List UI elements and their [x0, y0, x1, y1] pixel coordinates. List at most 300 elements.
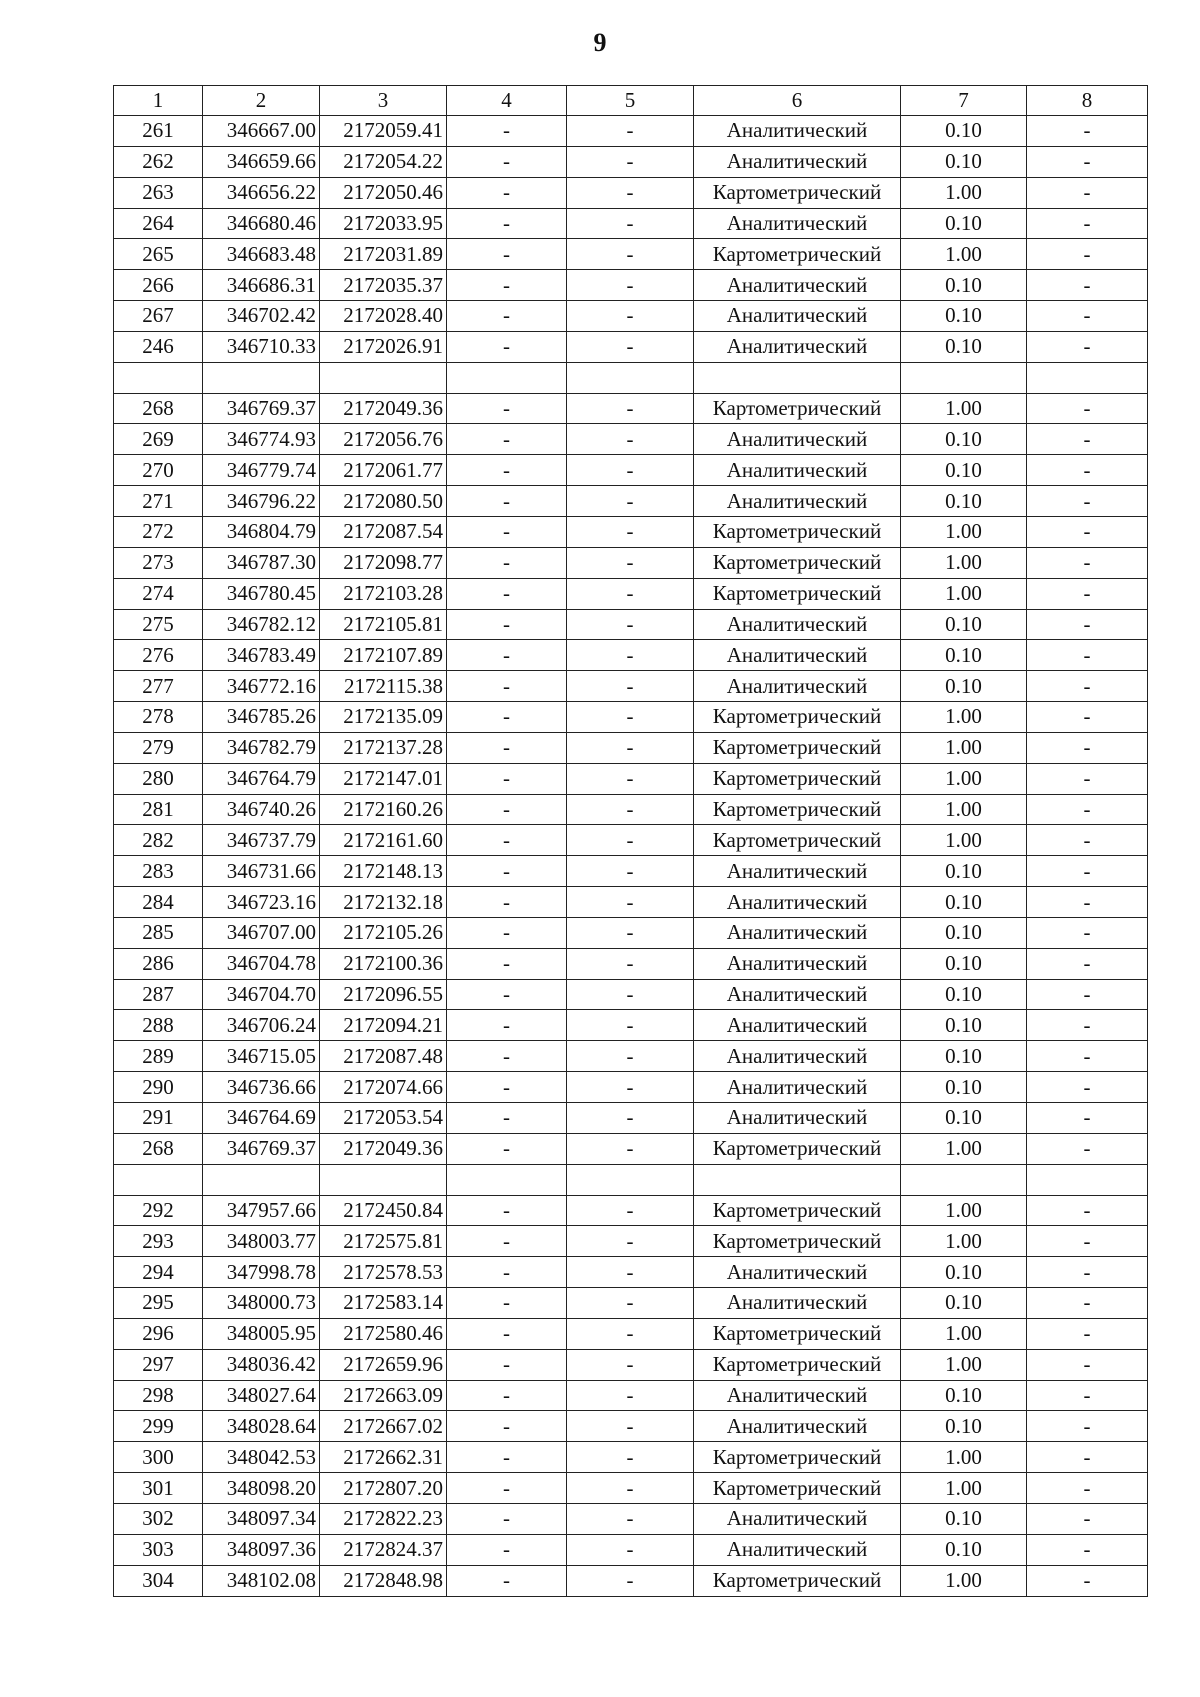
y-coordinate-cell: 2172061.77: [320, 455, 447, 486]
method-cell: Аналитический: [694, 671, 901, 702]
col8-cell: -: [1027, 393, 1148, 424]
accuracy-cell: 0.10: [901, 270, 1027, 301]
point-number-cell: 302: [114, 1503, 203, 1534]
y-coordinate-cell: 2172031.89: [320, 239, 447, 270]
col5-cell: -: [567, 424, 694, 455]
y-coordinate-cell: 2172107.89: [320, 640, 447, 671]
point-number-cell: 299: [114, 1411, 203, 1442]
col8-cell: -: [1027, 1226, 1148, 1257]
table-row: [114, 486, 1148, 517]
point-number-cell: 296: [114, 1318, 203, 1349]
col4-cell: -: [447, 270, 567, 301]
col8-cell: -: [1027, 1442, 1148, 1473]
col4-cell: -: [447, 1195, 567, 1226]
col4-cell: -: [447, 146, 567, 177]
x-coordinate-cell: 346740.26: [203, 794, 320, 825]
accuracy-cell: 1.00: [901, 516, 1027, 547]
point-number-cell: 291: [114, 1103, 203, 1134]
accuracy-cell: 0.10: [901, 887, 1027, 918]
y-coordinate-cell: 2172450.84: [320, 1195, 447, 1226]
y-coordinate-cell: 2172147.01: [320, 763, 447, 794]
col4-cell: -: [447, 547, 567, 578]
column-header: 1: [114, 86, 203, 116]
table-row: [114, 362, 1148, 393]
x-coordinate-cell: 346764.69: [203, 1103, 320, 1134]
col8-cell: -: [1027, 270, 1148, 301]
col5-cell: -: [567, 1041, 694, 1072]
table-row: [114, 671, 1148, 702]
col5-cell: -: [567, 270, 694, 301]
col5-cell: -: [567, 640, 694, 671]
accuracy-cell: 0.10: [901, 948, 1027, 979]
table-row: [114, 208, 1148, 239]
col8-cell: -: [1027, 424, 1148, 455]
col8-cell: -: [1027, 702, 1148, 733]
col5-cell: -: [567, 887, 694, 918]
method-cell: Картометрический: [694, 1349, 901, 1380]
col4-cell: -: [447, 825, 567, 856]
y-coordinate-cell: 2172087.48: [320, 1041, 447, 1072]
table-row: [114, 516, 1148, 547]
column-header: 6: [694, 86, 901, 116]
y-coordinate-cell: 2172056.76: [320, 424, 447, 455]
col8-cell: -: [1027, 1411, 1148, 1442]
y-coordinate-cell: 2172100.36: [320, 948, 447, 979]
method-cell: Картометрический: [694, 1226, 901, 1257]
y-coordinate-cell: 2172580.46: [320, 1318, 447, 1349]
col5-cell: -: [567, 671, 694, 702]
table-row: [114, 331, 1148, 362]
point-number-cell: 281: [114, 794, 203, 825]
y-coordinate-cell: 2172094.21: [320, 1010, 447, 1041]
method-cell: Аналитический: [694, 455, 901, 486]
accuracy-cell: 0.10: [901, 1288, 1027, 1319]
method-cell: [694, 1164, 901, 1195]
x-coordinate-cell: 347998.78: [203, 1257, 320, 1288]
col5-cell: -: [567, 1226, 694, 1257]
col8-cell: -: [1027, 177, 1148, 208]
method-cell: Аналитический: [694, 887, 901, 918]
col4-cell: -: [447, 516, 567, 547]
x-coordinate-cell: 346780.45: [203, 578, 320, 609]
point-number-cell: 283: [114, 856, 203, 887]
y-coordinate-cell: 2172161.60: [320, 825, 447, 856]
table-row: [114, 917, 1148, 948]
y-coordinate-cell: 2172050.46: [320, 177, 447, 208]
coordinates-table: [113, 85, 1148, 1597]
col4-cell: -: [447, 1565, 567, 1596]
x-coordinate-cell: 348027.64: [203, 1380, 320, 1411]
table-row: [114, 763, 1148, 794]
x-coordinate-cell: 346659.66: [203, 146, 320, 177]
table-row: [114, 702, 1148, 733]
accuracy-cell: 1.00: [901, 1318, 1027, 1349]
accuracy-cell: 1.00: [901, 177, 1027, 208]
col8-cell: -: [1027, 825, 1148, 856]
col8-cell: -: [1027, 1349, 1148, 1380]
col5-cell: -: [567, 547, 694, 578]
col4-cell: -: [447, 1103, 567, 1134]
x-coordinate-cell: 348003.77: [203, 1226, 320, 1257]
col5-cell: -: [567, 393, 694, 424]
point-number-cell: 268: [114, 393, 203, 424]
x-coordinate-cell: 348102.08: [203, 1565, 320, 1596]
point-number-cell: 274: [114, 578, 203, 609]
y-coordinate-cell: 2172115.38: [320, 671, 447, 702]
col5-cell: -: [567, 1103, 694, 1134]
y-coordinate-cell: 2172807.20: [320, 1473, 447, 1504]
col4-cell: -: [447, 331, 567, 362]
col4-cell: -: [447, 763, 567, 794]
accuracy-cell: 0.10: [901, 301, 1027, 332]
col4-cell: -: [447, 1442, 567, 1473]
table-row: [114, 732, 1148, 763]
method-cell: Аналитический: [694, 1534, 901, 1565]
accuracy-cell: 1.00: [901, 1133, 1027, 1164]
table-row: [114, 948, 1148, 979]
col8-cell: -: [1027, 1257, 1148, 1288]
accuracy-cell: 1.00: [901, 794, 1027, 825]
point-number-cell: 246: [114, 331, 203, 362]
method-cell: Картометрический: [694, 1473, 901, 1504]
col8-cell: [1027, 362, 1148, 393]
point-number-cell: 295: [114, 1288, 203, 1319]
col4-cell: -: [447, 1411, 567, 1442]
x-coordinate-cell: 346804.79: [203, 516, 320, 547]
point-number-cell: 303: [114, 1534, 203, 1565]
table-row: [114, 547, 1148, 578]
col8-cell: -: [1027, 1010, 1148, 1041]
y-coordinate-cell: 2172663.09: [320, 1380, 447, 1411]
accuracy-cell: 0.10: [901, 1380, 1027, 1411]
point-number-cell: 269: [114, 424, 203, 455]
y-coordinate-cell: 2172137.28: [320, 732, 447, 763]
point-number-cell: 263: [114, 177, 203, 208]
column-header: 5: [567, 86, 694, 116]
accuracy-cell: 1.00: [901, 825, 1027, 856]
accuracy-cell: 0.10: [901, 1534, 1027, 1565]
table-row: [114, 1442, 1148, 1473]
col5-cell: -: [567, 1257, 694, 1288]
x-coordinate-cell: 346702.42: [203, 301, 320, 332]
col4-cell: -: [447, 732, 567, 763]
col8-cell: -: [1027, 671, 1148, 702]
col5-cell: -: [567, 1010, 694, 1041]
x-coordinate-cell: 346704.78: [203, 948, 320, 979]
col5-cell: -: [567, 516, 694, 547]
accuracy-cell: 0.10: [901, 486, 1027, 517]
x-coordinate-cell: 346769.37: [203, 1133, 320, 1164]
accuracy-cell: 1.00: [901, 763, 1027, 794]
x-coordinate-cell: 346667.00: [203, 116, 320, 147]
method-cell: Аналитический: [694, 640, 901, 671]
y-coordinate-cell: 2172824.37: [320, 1534, 447, 1565]
table-row: [114, 856, 1148, 887]
accuracy-cell: 1.00: [901, 393, 1027, 424]
col5-cell: -: [567, 208, 694, 239]
col4-cell: -: [447, 1133, 567, 1164]
table-row: [114, 1226, 1148, 1257]
col4-cell: -: [447, 208, 567, 239]
method-cell: Аналитический: [694, 1288, 901, 1319]
col5-cell: -: [567, 1380, 694, 1411]
x-coordinate-cell: 346704.70: [203, 979, 320, 1010]
y-coordinate-cell: 2172049.36: [320, 1133, 447, 1164]
col5-cell: -: [567, 1442, 694, 1473]
method-cell: Аналитический: [694, 1010, 901, 1041]
col8-cell: -: [1027, 856, 1148, 887]
method-cell: Аналитический: [694, 917, 901, 948]
table-row: [114, 1195, 1148, 1226]
col5-cell: -: [567, 1503, 694, 1534]
x-coordinate-cell: 348098.20: [203, 1473, 320, 1504]
col5-cell: -: [567, 239, 694, 270]
method-cell: Картометрический: [694, 763, 901, 794]
accuracy-cell: 1.00: [901, 732, 1027, 763]
accuracy-cell: 1.00: [901, 1195, 1027, 1226]
y-coordinate-cell: 2172105.26: [320, 917, 447, 948]
method-cell: Картометрический: [694, 702, 901, 733]
col4-cell: -: [447, 1072, 567, 1103]
col4-cell: -: [447, 116, 567, 147]
method-cell: Картометрический: [694, 1318, 901, 1349]
accuracy-cell: 1.00: [901, 702, 1027, 733]
y-coordinate-cell: 2172583.14: [320, 1288, 447, 1319]
col5-cell: -: [567, 177, 694, 208]
x-coordinate-cell: 346736.66: [203, 1072, 320, 1103]
col8-cell: -: [1027, 578, 1148, 609]
col5-cell: -: [567, 732, 694, 763]
point-number-cell: 292: [114, 1195, 203, 1226]
point-number-cell: 289: [114, 1041, 203, 1072]
point-number-cell: 262: [114, 146, 203, 177]
column-header: 4: [447, 86, 567, 116]
col5-cell: -: [567, 331, 694, 362]
y-coordinate-cell: 2172033.95: [320, 208, 447, 239]
accuracy-cell: 0.10: [901, 1010, 1027, 1041]
col4-cell: -: [447, 917, 567, 948]
col4-cell: -: [447, 640, 567, 671]
col4-cell: -: [447, 702, 567, 733]
col8-cell: -: [1027, 1133, 1148, 1164]
col8-cell: -: [1027, 146, 1148, 177]
table-row: [114, 979, 1148, 1010]
col4-cell: -: [447, 424, 567, 455]
accuracy-cell: 0.10: [901, 116, 1027, 147]
col8-cell: -: [1027, 455, 1148, 486]
col8-cell: -: [1027, 547, 1148, 578]
col5-cell: -: [567, 1133, 694, 1164]
x-coordinate-cell: 346737.79: [203, 825, 320, 856]
col4-cell: [447, 1164, 567, 1195]
col8-cell: -: [1027, 887, 1148, 918]
col8-cell: -: [1027, 794, 1148, 825]
x-coordinate-cell: 346783.49: [203, 640, 320, 671]
col5-cell: -: [567, 794, 694, 825]
accuracy-cell: 0.10: [901, 671, 1027, 702]
col4-cell: -: [447, 455, 567, 486]
x-coordinate-cell: 346774.93: [203, 424, 320, 455]
point-number-cell: 264: [114, 208, 203, 239]
col8-cell: -: [1027, 1503, 1148, 1534]
col5-cell: -: [567, 856, 694, 887]
method-cell: Картометрический: [694, 547, 901, 578]
method-cell: Аналитический: [694, 1103, 901, 1134]
col8-cell: -: [1027, 1195, 1148, 1226]
col5-cell: -: [567, 1473, 694, 1504]
col5-cell: [567, 362, 694, 393]
col4-cell: -: [447, 393, 567, 424]
y-coordinate-cell: 2172028.40: [320, 301, 447, 332]
col4-cell: -: [447, 794, 567, 825]
y-coordinate-cell: 2172659.96: [320, 1349, 447, 1380]
x-coordinate-cell: 346764.79: [203, 763, 320, 794]
x-coordinate-cell: 346779.74: [203, 455, 320, 486]
col5-cell: -: [567, 1072, 694, 1103]
point-number-cell: 270: [114, 455, 203, 486]
accuracy-cell: 0.10: [901, 1411, 1027, 1442]
accuracy-cell: 1.00: [901, 1349, 1027, 1380]
point-number-cell: 297: [114, 1349, 203, 1380]
accuracy-cell: 1.00: [901, 1442, 1027, 1473]
col5-cell: -: [567, 1411, 694, 1442]
y-coordinate-cell: 2172059.41: [320, 116, 447, 147]
table-row: [114, 239, 1148, 270]
accuracy-cell: 0.10: [901, 424, 1027, 455]
table-row: [114, 1349, 1148, 1380]
method-cell: Картометрический: [694, 1195, 901, 1226]
point-number-cell: [114, 362, 203, 393]
accuracy-cell: 0.10: [901, 609, 1027, 640]
y-coordinate-cell: 2172848.98: [320, 1565, 447, 1596]
col8-cell: -: [1027, 1380, 1148, 1411]
x-coordinate-cell: 348028.64: [203, 1411, 320, 1442]
col5-cell: -: [567, 116, 694, 147]
col4-cell: [447, 362, 567, 393]
point-number-cell: 287: [114, 979, 203, 1010]
y-coordinate-cell: 2172822.23: [320, 1503, 447, 1534]
table-row: [114, 1411, 1148, 1442]
col5-cell: -: [567, 948, 694, 979]
col8-cell: -: [1027, 640, 1148, 671]
point-number-cell: 285: [114, 917, 203, 948]
point-number-cell: 266: [114, 270, 203, 301]
col5-cell: -: [567, 1195, 694, 1226]
method-cell: Аналитический: [694, 609, 901, 640]
col4-cell: -: [447, 1226, 567, 1257]
point-number-cell: 282: [114, 825, 203, 856]
col4-cell: -: [447, 609, 567, 640]
col8-cell: -: [1027, 1565, 1148, 1596]
col4-cell: -: [447, 1503, 567, 1534]
method-cell: [694, 362, 901, 393]
x-coordinate-cell: 346796.22: [203, 486, 320, 517]
col8-cell: -: [1027, 116, 1148, 147]
x-coordinate-cell: 348097.36: [203, 1534, 320, 1565]
accuracy-cell: 0.10: [901, 1103, 1027, 1134]
col8-cell: -: [1027, 1072, 1148, 1103]
point-number-cell: 265: [114, 239, 203, 270]
col4-cell: -: [447, 1380, 567, 1411]
method-cell: Аналитический: [694, 424, 901, 455]
col5-cell: [567, 1164, 694, 1195]
accuracy-cell: 0.10: [901, 856, 1027, 887]
col8-cell: -: [1027, 301, 1148, 332]
col4-cell: -: [447, 239, 567, 270]
col4-cell: -: [447, 979, 567, 1010]
col4-cell: -: [447, 1288, 567, 1319]
col5-cell: -: [567, 1565, 694, 1596]
method-cell: Аналитический: [694, 270, 901, 301]
table-row: [114, 1072, 1148, 1103]
point-number-cell: 293: [114, 1226, 203, 1257]
x-coordinate-cell: 348000.73: [203, 1288, 320, 1319]
table-row: [114, 177, 1148, 208]
method-cell: Картометрический: [694, 794, 901, 825]
x-coordinate-cell: 346706.24: [203, 1010, 320, 1041]
accuracy-cell: 0.10: [901, 917, 1027, 948]
accuracy-cell: 0.10: [901, 1503, 1027, 1534]
point-number-cell: 271: [114, 486, 203, 517]
col5-cell: -: [567, 301, 694, 332]
table-header-row: [114, 86, 1148, 116]
method-cell: Картометрический: [694, 825, 901, 856]
accuracy-cell: 0.10: [901, 640, 1027, 671]
method-cell: Аналитический: [694, 208, 901, 239]
method-cell: Аналитический: [694, 486, 901, 517]
col4-cell: -: [447, 301, 567, 332]
col8-cell: -: [1027, 1318, 1148, 1349]
table-row: [114, 887, 1148, 918]
x-coordinate-cell: 346656.22: [203, 177, 320, 208]
col4-cell: -: [447, 1010, 567, 1041]
x-coordinate-cell: 348005.95: [203, 1318, 320, 1349]
table-row: [114, 1318, 1148, 1349]
x-coordinate-cell: 346785.26: [203, 702, 320, 733]
point-number-cell: 268: [114, 1133, 203, 1164]
column-header: 2: [203, 86, 320, 116]
col8-cell: -: [1027, 979, 1148, 1010]
col5-cell: -: [567, 702, 694, 733]
y-coordinate-cell: 2172053.54: [320, 1103, 447, 1134]
y-coordinate-cell: 2172148.13: [320, 856, 447, 887]
method-cell: Аналитический: [694, 331, 901, 362]
table-row: [114, 301, 1148, 332]
table-row: [114, 1534, 1148, 1565]
col8-cell: -: [1027, 609, 1148, 640]
page-number: 9: [593, 28, 607, 57]
table-row: [114, 578, 1148, 609]
method-cell: Картометрический: [694, 393, 901, 424]
accuracy-cell: 0.10: [901, 455, 1027, 486]
col5-cell: -: [567, 486, 694, 517]
point-number-cell: 279: [114, 732, 203, 763]
table-row: [114, 1257, 1148, 1288]
point-number-cell: 275: [114, 609, 203, 640]
column-header: 7: [901, 86, 1027, 116]
accuracy-cell: 1.00: [901, 239, 1027, 270]
point-number-cell: [114, 1164, 203, 1195]
method-cell: Аналитический: [694, 948, 901, 979]
method-cell: Картометрический: [694, 1133, 901, 1164]
col4-cell: -: [447, 887, 567, 918]
method-cell: Аналитический: [694, 116, 901, 147]
table-row: [114, 116, 1148, 147]
col5-cell: -: [567, 1534, 694, 1565]
accuracy-cell: 1.00: [901, 1226, 1027, 1257]
col8-cell: [1027, 1164, 1148, 1195]
point-number-cell: 272: [114, 516, 203, 547]
